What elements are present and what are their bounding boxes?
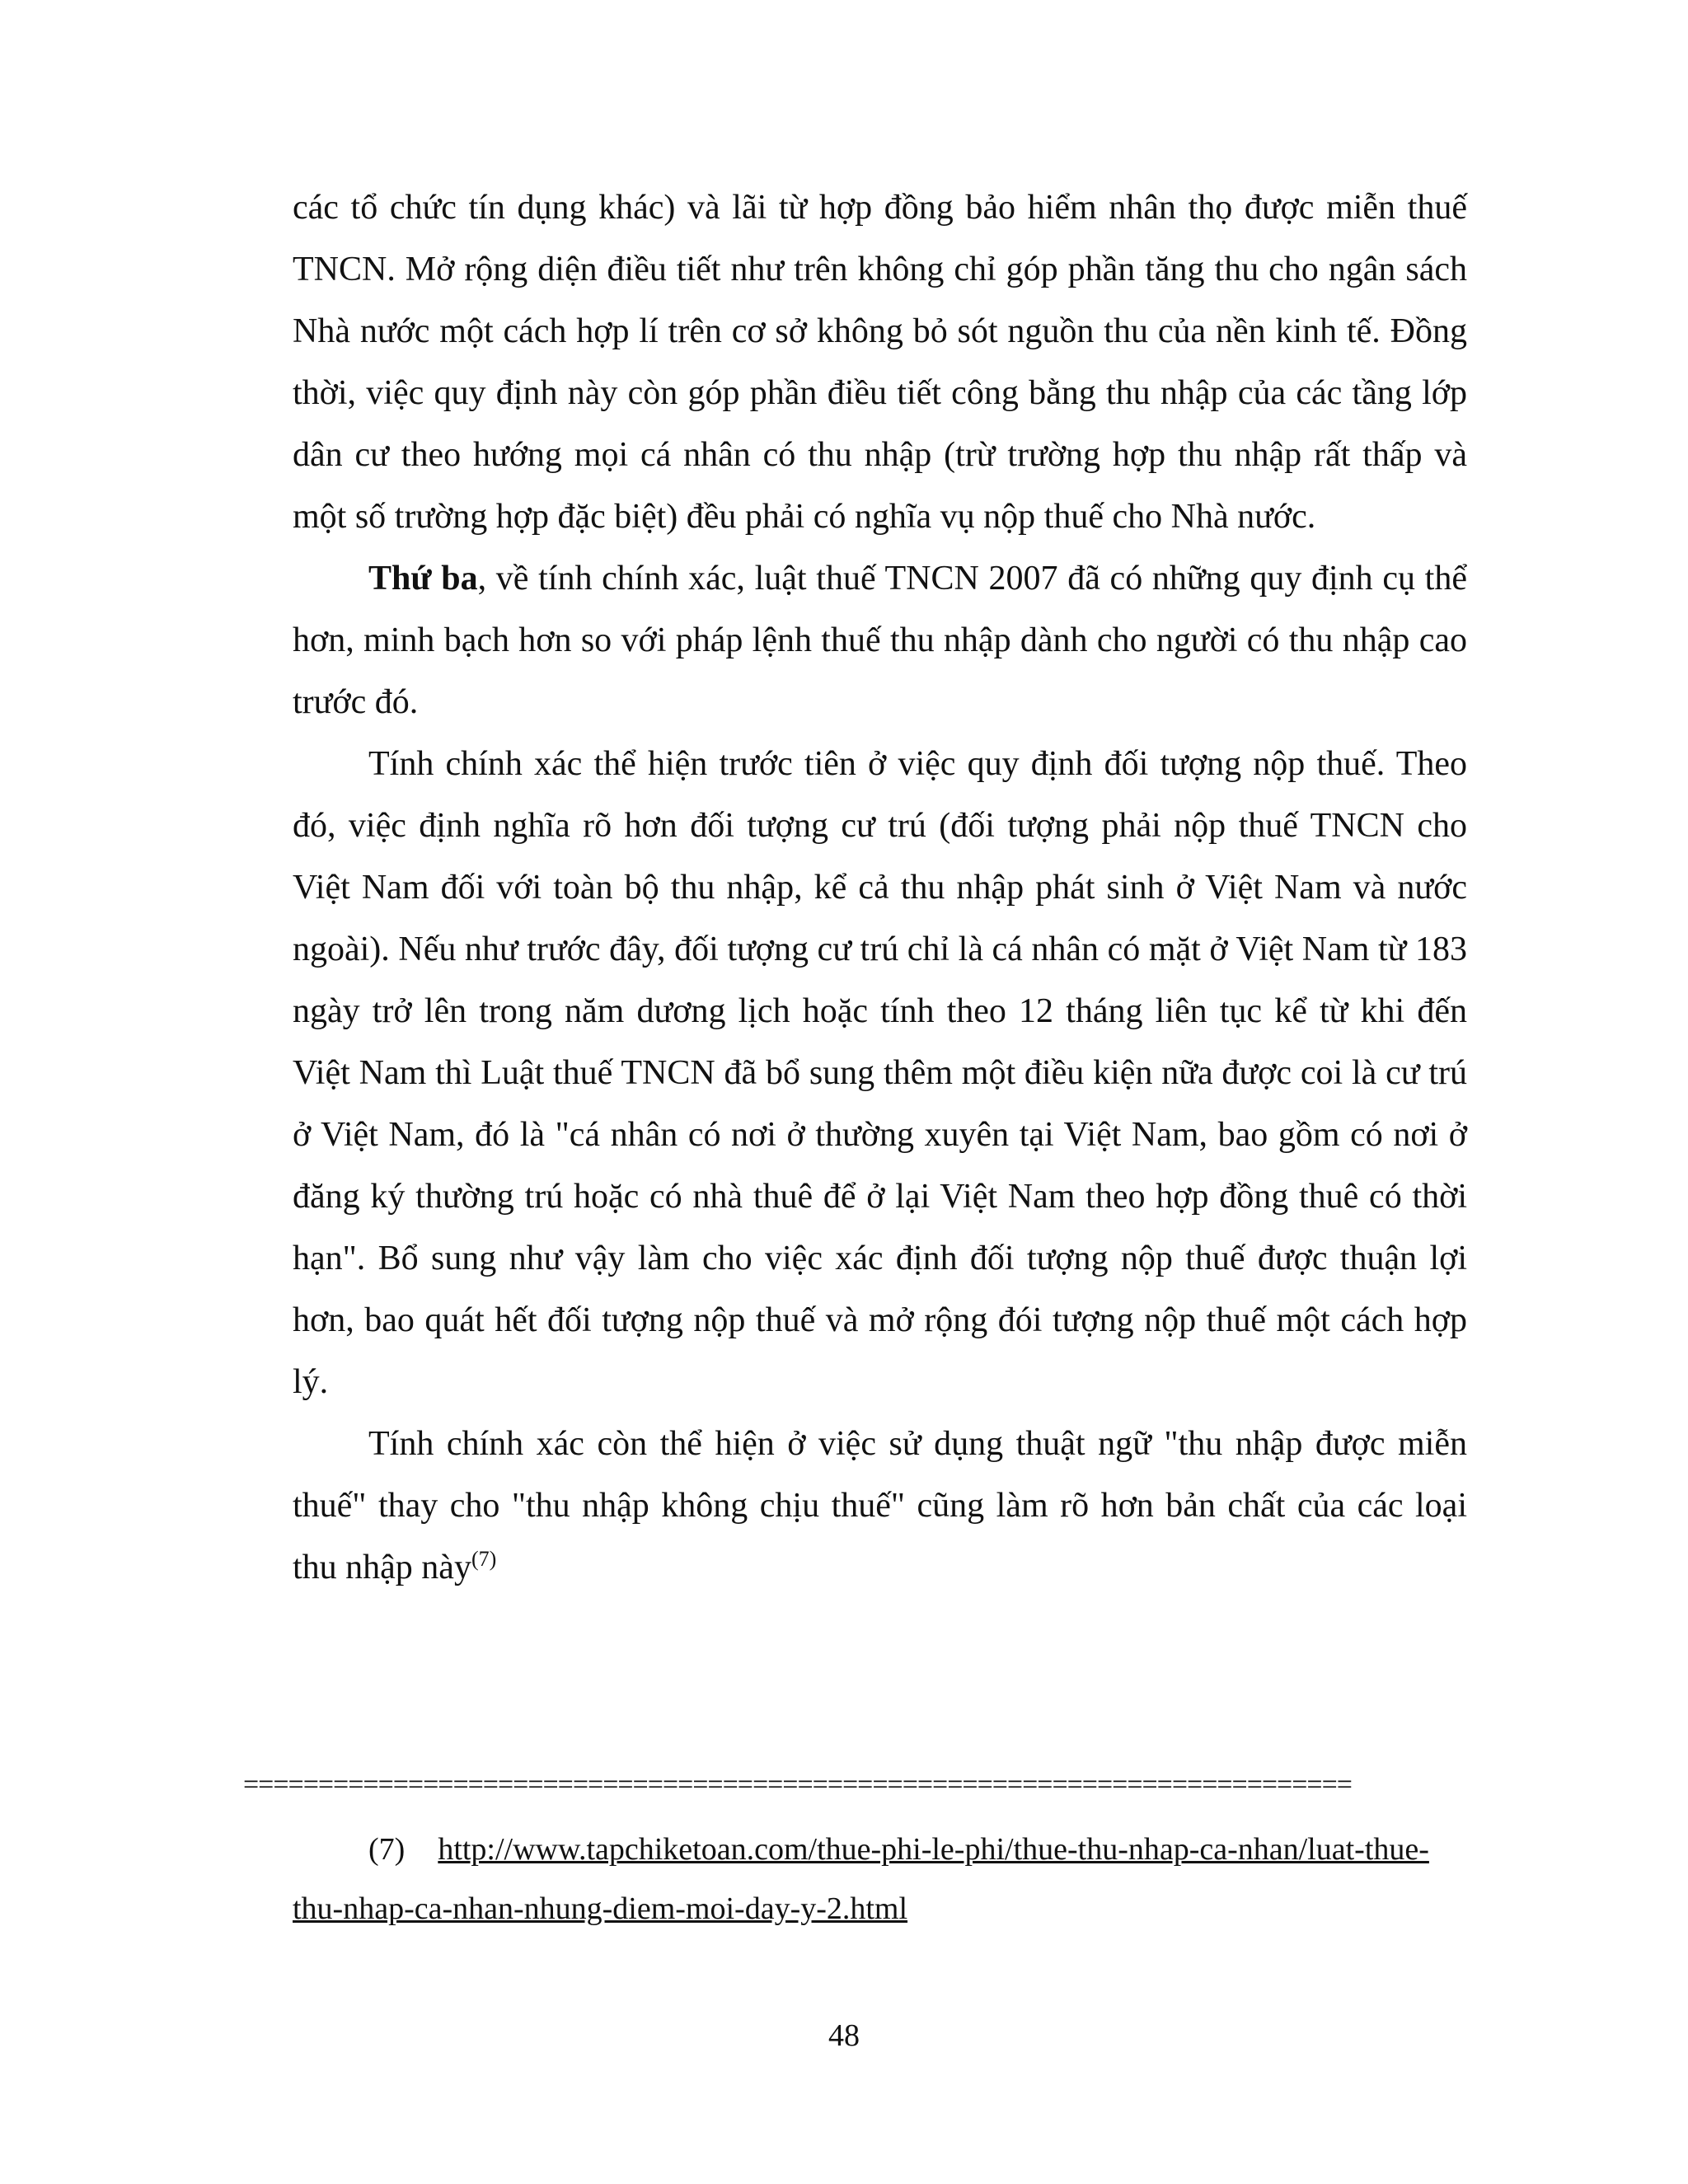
paragraph-2-text: , về tính chính xác, luật thuế TNCN 2007 đã có những quy định cụ thể hơn, minh bạch hơn so với pháp lệnh thuế thu nhập dành cho người có thu nhập cao trước đó. [293,560,1467,721]
paragraph-3: Tính chính xác thể hiện trước tiên ở việc quy định đối tượng nộp thuế. Theo đó, việc định nghĩa rõ hơn đối tượng cư trú (đối tượng phải nộp thuế TNCN cho Việt Nam đối với toàn bộ thu nhập, kể cả thu nhập phát sinh ở Việt Nam và nước ngoài). Nếu như trước đây, đối tượng cư trú chỉ là cá nhân có mặt ở Việt Nam từ 183 ngày trở lên trong năm dương lịch hoặc tính theo 12 tháng liên tục kể từ khi đến Việt Nam thì Luật thuế TNCN đã bổ sung thêm một điều kiện nữa được coi là cư trú ở Việt Nam, đó là "cá nhân có nơi ở thường xuyên tại Việt Nam, bao gồm có nơi ở đăng ký thường trú hoặc có nhà thuê để ở lại Việt Nam theo hợp đồng thuê có thời hạn". Bổ sung như vậy làm cho việc xác định đối tượng nộp thuế được thuận lợi hơn, bao quát hết đối tượng nộp thuế và mở rộng đói tượng nộp thuế một cách hợp lý. [293,745,1467,1401]
footnote-divider: ========================================================================== [243,1769,1352,1800]
paragraph-2-lead: Thứ ba [368,560,478,598]
footnote [293,1820,1467,1938]
footnote-link[interactable]: http://www.tapchiketoan.com/thue-phi-le-phi/thue-thu-nhap-ca-nhan/luat-thue-thu-nhap-ca-nhan-nhung-diem-moi-day-y-2.html [293,1832,1429,1926]
paragraph-4-text: Tính chính xác còn thể hiện ở việc sử dụng thuật ngữ "thu nhập được miễn thuế" thay cho "thu nhập không chịu thuế" cũng làm rõ hơn bản chất của các loại thu nhập này [293,1425,1467,1586]
paragraph-4 [293,1413,1467,1599]
paragraph-1: các tổ chức tín dụng khác) và lãi từ hợp đồng bảo hiểm nhân thọ được miễn thuế TNCN. Mở rộng diện điều tiết như trên không chỉ góp phần tăng thu cho ngân sách Nhà nước một cách hợp lí trên cơ sở không bỏ sót nguồn thu của nền kinh tế. Đồng thời, việc quy định này còn góp phần điều tiết công bằng thu nhập của các tầng lớp dân cư theo hướng mọi cá nhân có thu nhập (trừ trường hợp thu nhập rất thấp và một số trường hợp đặc biệt) đều phải có nghĩa vụ nộp thuế cho Nhà nước. [293,189,1467,536]
page-number: 48 [828,2018,860,2053]
footnote-number: (7) [368,1832,406,1867]
footnote-reference[interactable]: (7) [471,1547,497,1571]
document-body [293,177,1467,1599]
paragraph-2 [293,548,1467,733]
